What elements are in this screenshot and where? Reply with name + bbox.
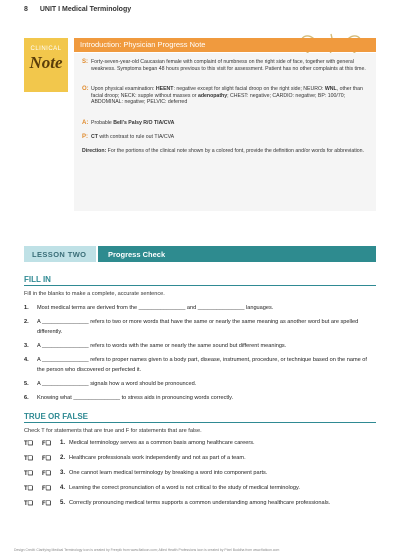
tf-statement: One cannot learn medical terminology by breaking a word into component parts. bbox=[69, 470, 268, 476]
note-direction-text: For the portions of the clinical note shown by a colored font, provide the definition and/or words for abbreviation. bbox=[106, 148, 365, 154]
false-checkbox[interactable]: F❑ bbox=[42, 441, 52, 447]
true-false-instruction: Check T for statements that are true and F for statements that are false. bbox=[24, 428, 202, 434]
note-subjective bbox=[82, 59, 370, 72]
note-objective-text bbox=[91, 86, 370, 106]
fill-in-heading: FILL IN bbox=[24, 275, 51, 284]
note-assessment bbox=[82, 120, 370, 127]
note-subjective-text: Forty-seven-year-old Caucasian female with complaint of numbness on the right side of face, together with general weakness. Symptoms began 48 hours previous to this visit for assessment. Patient has no other complaints at this time. bbox=[91, 59, 366, 72]
note-key-s: S: bbox=[82, 59, 88, 65]
note-o-wnl: WNL bbox=[324, 86, 337, 92]
true-checkbox[interactable]: T❑ bbox=[24, 456, 34, 462]
note-o-mid1: : negative except for slight facial droop on the right side; NEURO: bbox=[173, 86, 325, 92]
note-o-heent: HEENT bbox=[155, 86, 174, 92]
true-false-heading: TRUE OR FALSE bbox=[24, 412, 89, 421]
fill-in-text: A _______________ refers to words with the same or nearly the same sound but different meanings. bbox=[37, 343, 287, 349]
tf-number: 3. bbox=[60, 470, 66, 476]
fill-in-text: Knowing what _______________ to stress aids in pronouncing words correctly. bbox=[37, 395, 234, 401]
true-false-item bbox=[24, 470, 376, 480]
tf-number: 5. bbox=[60, 500, 66, 506]
true-checkbox[interactable]: T❑ bbox=[24, 501, 34, 507]
true-false-item bbox=[24, 440, 376, 450]
fill-in-number: 6. bbox=[24, 395, 29, 401]
clinical-note-titlebar bbox=[74, 38, 376, 52]
fill-in-text: A _______________ refers to two or more words that have the same or nearly the same meaning as another word but are spelled differently. bbox=[37, 319, 359, 335]
true-checkbox[interactable]: T❑ bbox=[24, 486, 34, 492]
fill-in-number: 1. bbox=[24, 305, 29, 311]
fill-in-item bbox=[24, 304, 376, 314]
fill-in-number: 3. bbox=[24, 343, 29, 349]
clinical-note-badge bbox=[24, 38, 68, 92]
tf-statement: Learning the correct pronunciation of a word is not critical to the study of medical terminology. bbox=[69, 485, 300, 491]
note-o-mid2: , other than facial droop; NECK: supple without masses or bbox=[91, 86, 363, 99]
note-p-ct: CT bbox=[91, 134, 98, 140]
note-o-pre: Upon physical examination: bbox=[91, 86, 156, 92]
fill-in-number: 4. bbox=[24, 357, 29, 363]
note-direction-label: Direction: bbox=[82, 148, 107, 154]
fill-in-text: A _______________ refers to proper names given to a body part, disease, instrument, procedure, or technique based on the name of the person who discovered or perfected it. bbox=[37, 357, 367, 373]
true-checkbox[interactable]: T❑ bbox=[24, 441, 34, 447]
page-number: 8 bbox=[24, 6, 28, 13]
true-false-item bbox=[24, 500, 376, 510]
note-key-o: O: bbox=[82, 86, 89, 92]
page-header bbox=[24, 6, 376, 18]
true-checkbox[interactable]: T❑ bbox=[24, 471, 34, 477]
badge-main-label: Note bbox=[29, 53, 63, 72]
tf-statement: Medical terminology serves as a common basis among healthcare careers. bbox=[69, 440, 255, 446]
note-objective bbox=[82, 86, 370, 106]
note-key-a: A: bbox=[82, 120, 89, 126]
note-plan-text bbox=[91, 134, 370, 141]
true-false-item bbox=[24, 455, 376, 465]
fill-in-text: A _______________ signals how a word should be pronounced. bbox=[37, 381, 197, 387]
fill-in-item bbox=[24, 380, 376, 390]
true-false-divider bbox=[24, 422, 376, 423]
fill-in-item bbox=[24, 394, 376, 404]
note-a-dx: Bell's Palsy R/O TIA/CVA bbox=[113, 120, 175, 126]
lesson-title: Progress Check bbox=[108, 250, 166, 259]
clinical-note-body bbox=[74, 53, 376, 211]
false-checkbox[interactable]: F❑ bbox=[42, 486, 52, 492]
fill-in-text: Most medical terms are derived from the _______________ and _______________ languages. bbox=[37, 305, 274, 311]
note-direction bbox=[82, 148, 370, 155]
tf-number: 4. bbox=[60, 485, 66, 491]
lesson-banner bbox=[24, 246, 376, 262]
note-o-adeno: adenopathy bbox=[197, 92, 228, 99]
fill-in-item bbox=[24, 356, 376, 375]
tf-statement: Healthcare professionals work independently and not as part of a team. bbox=[69, 455, 246, 461]
badge-top-label: CLINICAL bbox=[30, 46, 62, 52]
lesson-title-box bbox=[98, 246, 376, 262]
note-plan bbox=[82, 134, 370, 141]
tf-number: 1. bbox=[60, 440, 66, 446]
note-p-post: with contrast to rule out TIA/CVA bbox=[97, 134, 175, 140]
note-o-post: ; CHEST: negative; CARDIO: negative; BP: 100/70; ABDOMINAL: negative; PELVIC: deferred bbox=[91, 92, 346, 106]
lesson-number-box bbox=[24, 246, 96, 262]
fill-in-item bbox=[24, 342, 376, 352]
true-false-item bbox=[24, 485, 376, 495]
unit-title: UNIT I Medical Terminology bbox=[39, 6, 132, 13]
fill-in-instruction: Fill in the blanks to make a complete, accurate sentence. bbox=[24, 291, 165, 297]
note-assessment-text bbox=[91, 120, 370, 127]
page-footer: Design Credit: Clarifying Medical Terminology icon is created by Freepik from www.flaticon.com; Allied Health Professions icon is created by Pixel Buddha from www.flaticon.com bbox=[14, 548, 280, 552]
fill-in-number: 5. bbox=[24, 381, 29, 387]
fill-in-item bbox=[24, 318, 376, 337]
lesson-number: LESSON TWO bbox=[32, 250, 87, 259]
note-a-pre: Probable bbox=[91, 120, 114, 126]
false-checkbox[interactable]: F❑ bbox=[42, 456, 52, 462]
clinical-note-title: Introduction: Physician Progress Note bbox=[80, 40, 206, 49]
tf-statement: Correctly pronouncing medical terms supports a common understanding among healthcare professionals. bbox=[69, 500, 331, 506]
tf-number: 2. bbox=[60, 455, 66, 461]
false-checkbox[interactable]: F❑ bbox=[42, 471, 52, 477]
false-checkbox[interactable]: F❑ bbox=[42, 501, 52, 507]
fill-in-divider bbox=[24, 285, 376, 286]
fill-in-number: 2. bbox=[24, 319, 29, 325]
note-key-p: P: bbox=[82, 134, 88, 140]
